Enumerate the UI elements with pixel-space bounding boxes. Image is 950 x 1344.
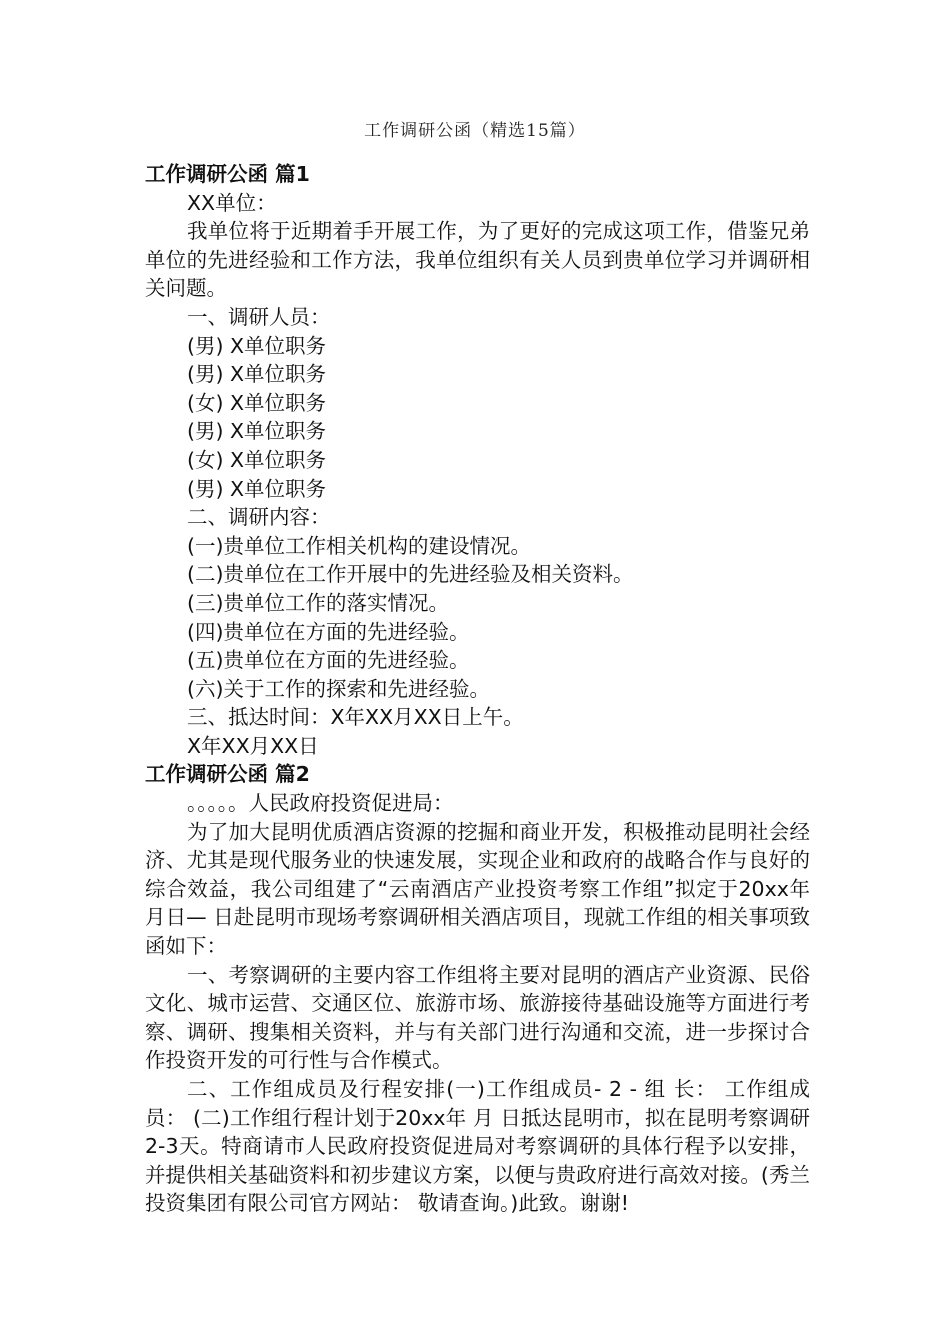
content-item: (五)贵单位在方面的先进经验。 [187,648,470,673]
intro-paragraph: 我单位将于近期着手开展工作，为了更好的完成这项工作，借鉴兄弟单位的先进经验和工作方法，我单位组织有关人员到贵单位学习并调研相关问题。 [145,219,810,301]
personnel-item: (男) X单位职务 [187,333,327,358]
personnel-heading: 一、调研人员： [187,304,331,329]
document-title: 工作调研公函（精选15篇） [364,121,586,141]
salutation: XX单位： [187,190,277,215]
content-item: (三)贵单位工作的落实情况。 [187,590,449,615]
section-heading: 工作调研公函 篇1 [145,162,310,186]
personnel-item: (男) X单位职务 [187,476,327,501]
body-paragraph: 一、考察调研的主要内容工作组将主要对昆明的酒店产业资源、民俗文化、城市运营、交通区位、旅游市场、旅游接待基础设施等方面进行考察、调研、搜集相关资料，并与有关部门进行沟通和交流，进一步探讨合作投资开发的可行性与合作模式。 [145,962,810,1073]
personnel-item: (女) X单位职务 [187,390,327,415]
content-item: (六)关于工作的探索和先进经验。 [187,676,490,701]
personnel-item: (男) X单位职务 [187,362,327,387]
content-item: (二)贵单位在工作开展中的先进经验及相关资料。 [187,562,634,587]
content-item: (一)贵单位工作相关机构的建设情况。 [187,533,531,558]
personnel-item: (男) X单位职务 [187,419,327,444]
body-paragraph: 二、工作组成员及行程安排(一)工作组成员- 2 - 组 长： 工作组成员： (二)工作组行程计划于20xx年 月 日抵达昆明市，拟在昆明考察调研2-3天。特商请市人民政府投资促进局对考察调研的具体行程予以安排，并提供相关基础资料和初步建议方案，以便与贵政府进行高效对接。(秀兰投资集团有限公司官方网站： 敬请查询。)此致。谢谢! [145,1077,810,1216]
document-body [145,160,810,1218]
salutation: 。。。。。人民政府投资促进局： [187,791,454,816]
personnel-item: (女) X单位职务 [187,447,327,472]
letter-date: X年XX月XX日 [187,733,319,758]
content-heading: 二、调研内容： [187,505,331,530]
section-heading: 工作调研公函 篇2 [145,762,310,787]
arrival-time: 三、抵达时间：X年XX月XX日上午。 [187,705,524,730]
body-paragraph: 为了加大昆明优质酒店资源的挖掘和商业开发，积极推动昆明社会经济、尤其是现代服务业的快速发展，实现企业和政府的战略合作与良好的综合效益，我公司组建了“云南酒店产业投资考察工作组”拟定于20xx年 月日— 日赴昆明市现场考察调研相关酒店项目，现就工作组的相关事项致函如下： [145,819,810,959]
content-item: (四)贵单位在方面的先进经验。 [187,619,470,644]
